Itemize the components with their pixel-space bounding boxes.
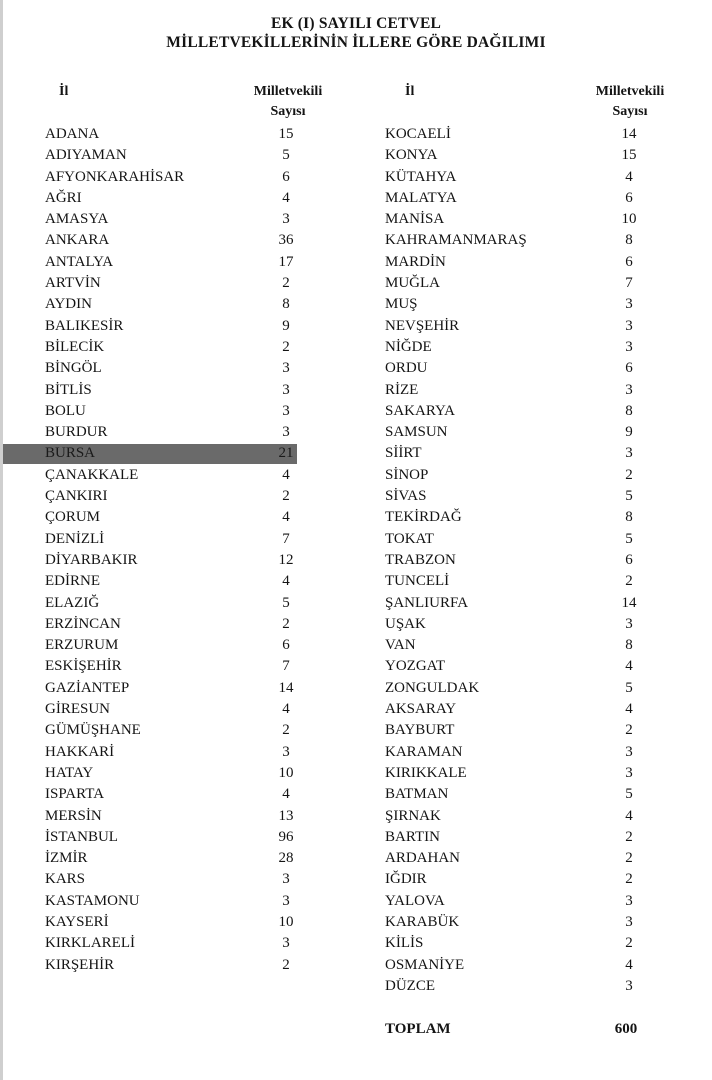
province-name: TOKAT bbox=[385, 530, 434, 547]
deputy-count: 4 bbox=[282, 701, 290, 718]
table-row bbox=[0, 848, 340, 869]
province-name: KAYSERİ bbox=[45, 913, 109, 930]
table-row bbox=[340, 294, 712, 315]
table-row bbox=[340, 784, 712, 805]
deputy-count: 4 bbox=[625, 807, 633, 824]
province-name: KARS bbox=[45, 871, 86, 888]
table-row bbox=[0, 614, 340, 635]
deputy-count: 3 bbox=[625, 381, 633, 398]
table-row bbox=[340, 230, 712, 251]
table-row bbox=[340, 124, 712, 145]
province-name: YOZGAT bbox=[385, 658, 445, 675]
deputy-count: 3 bbox=[625, 743, 633, 760]
deputy-count: 8 bbox=[282, 296, 290, 313]
province-name: SİNOP bbox=[385, 466, 429, 483]
deputy-count: 9 bbox=[625, 424, 633, 441]
deputy-count: 3 bbox=[625, 615, 633, 632]
deputy-count: 8 bbox=[625, 402, 633, 419]
deputy-count: 3 bbox=[625, 338, 633, 355]
deputy-count: 2 bbox=[282, 275, 290, 292]
province-name: MUŞ bbox=[385, 296, 418, 313]
table-row bbox=[0, 337, 340, 358]
deputy-count: 6 bbox=[625, 551, 633, 568]
province-name: AFYONKARAHİSAR bbox=[45, 168, 185, 185]
table-row bbox=[340, 614, 712, 635]
table-row bbox=[340, 380, 712, 401]
table-row bbox=[340, 912, 712, 933]
table-row bbox=[0, 635, 340, 656]
deputy-count: 3 bbox=[282, 892, 290, 909]
deputy-count: 12 bbox=[278, 551, 294, 568]
table-row bbox=[340, 891, 712, 912]
deputy-count: 3 bbox=[282, 360, 290, 377]
table-row bbox=[0, 529, 340, 550]
province-name: TEKİRDAĞ bbox=[385, 509, 462, 526]
table-row bbox=[340, 422, 712, 443]
deputy-count: 7 bbox=[625, 275, 633, 292]
province-name: ORDU bbox=[385, 360, 428, 377]
table-row bbox=[0, 273, 340, 294]
deputy-count: 2 bbox=[625, 871, 633, 888]
total-value: 600 bbox=[614, 1021, 638, 1037]
province-name: DENİZLİ bbox=[45, 530, 105, 547]
province-list-left bbox=[0, 124, 340, 976]
table-row bbox=[340, 145, 712, 166]
province-name: GÜMÜŞHANE bbox=[45, 722, 141, 739]
province-name: HATAY bbox=[45, 764, 94, 781]
table-row bbox=[0, 742, 340, 763]
deputy-count: 2 bbox=[625, 828, 633, 845]
deputy-count: 5 bbox=[625, 679, 633, 696]
province-name: İZMİR bbox=[45, 850, 88, 867]
table-row bbox=[0, 571, 340, 592]
total-label: TOPLAM bbox=[385, 1021, 451, 1037]
province-name: KARAMAN bbox=[385, 743, 463, 760]
table-row bbox=[0, 912, 340, 933]
table-row bbox=[0, 933, 340, 954]
table-row bbox=[340, 550, 712, 571]
table-row bbox=[340, 209, 712, 230]
table-row bbox=[0, 507, 340, 528]
deputy-count: 14 bbox=[621, 126, 637, 142]
table-row bbox=[340, 167, 712, 188]
province-name: ŞIRNAK bbox=[385, 807, 441, 824]
province-name: MARDİN bbox=[385, 253, 446, 270]
province-name: AĞRI bbox=[45, 189, 82, 206]
table-row bbox=[340, 571, 712, 592]
table-row bbox=[340, 720, 712, 741]
province-name: KONYA bbox=[385, 147, 438, 164]
deputy-count: 5 bbox=[282, 147, 290, 164]
column-header-il-right: İl bbox=[405, 84, 415, 99]
province-name: ÇANKIRI bbox=[45, 488, 108, 505]
deputy-count: 3 bbox=[625, 445, 633, 462]
table-row bbox=[0, 188, 340, 209]
document-subtitle: MİLLETVEKİLLERİNİN İLLERE GÖRE DAĞILIMI bbox=[166, 34, 546, 51]
province-name: İSTANBUL bbox=[45, 828, 118, 845]
column-header-count-line2: Sayısı bbox=[612, 104, 648, 119]
deputy-count: 10 bbox=[621, 211, 637, 228]
deputy-count: 3 bbox=[282, 424, 290, 441]
province-name: NİĞDE bbox=[385, 338, 432, 355]
table-row bbox=[0, 593, 340, 614]
table-row bbox=[0, 720, 340, 741]
deputy-count: 15 bbox=[621, 147, 637, 164]
province-name: ARTVİN bbox=[45, 275, 101, 292]
table-row bbox=[0, 869, 340, 890]
deputy-count: 6 bbox=[282, 168, 290, 185]
deputy-count: 14 bbox=[621, 594, 637, 611]
province-name: ESKİŞEHİR bbox=[45, 658, 122, 675]
province-name: IĞDIR bbox=[385, 871, 427, 888]
province-name: ÇORUM bbox=[45, 509, 101, 526]
province-name: AKSARAY bbox=[385, 701, 457, 718]
table-row bbox=[0, 699, 340, 720]
deputy-count: 7 bbox=[282, 658, 290, 675]
province-name: SİVAS bbox=[385, 488, 427, 505]
province-name: RİZE bbox=[385, 381, 419, 398]
province-name: AYDIN bbox=[45, 296, 92, 313]
deputy-count: 10 bbox=[278, 913, 294, 930]
table-row bbox=[0, 806, 340, 827]
table-row bbox=[0, 422, 340, 443]
table-row bbox=[340, 443, 712, 464]
table-row bbox=[0, 401, 340, 422]
table-row bbox=[0, 358, 340, 379]
deputy-count: 2 bbox=[625, 466, 633, 483]
table-row bbox=[0, 124, 340, 145]
column-header-count-line1: Milletvekili bbox=[253, 84, 323, 99]
province-name: BALIKESİR bbox=[45, 317, 124, 334]
deputy-count: 13 bbox=[278, 807, 294, 824]
province-name: ARDAHAN bbox=[385, 850, 460, 867]
province-name: KIRŞEHİR bbox=[45, 956, 115, 973]
deputy-count: 4 bbox=[282, 786, 290, 803]
table-row bbox=[0, 230, 340, 251]
table-row bbox=[0, 656, 340, 677]
province-name: TRABZON bbox=[385, 551, 456, 568]
table-row bbox=[340, 976, 712, 997]
table-row bbox=[340, 486, 712, 507]
table-row bbox=[0, 550, 340, 571]
province-name: SİİRT bbox=[385, 445, 422, 462]
table-row bbox=[340, 699, 712, 720]
column-header-count-line2: Sayısı bbox=[270, 104, 306, 119]
province-name: MALATYA bbox=[385, 189, 457, 206]
province-name: KARABÜK bbox=[385, 913, 460, 930]
deputy-count: 96 bbox=[278, 828, 294, 845]
province-name: KOCAELİ bbox=[385, 126, 451, 142]
table-row bbox=[340, 273, 712, 294]
province-name: MUĞLA bbox=[385, 275, 440, 292]
deputy-count: 10 bbox=[278, 764, 294, 781]
deputy-count: 14 bbox=[278, 679, 294, 696]
deputy-count: 36 bbox=[278, 232, 294, 249]
province-name: KAHRAMANMARAŞ bbox=[385, 232, 527, 249]
province-name: BİTLİS bbox=[45, 381, 92, 398]
deputy-count: 3 bbox=[282, 402, 290, 419]
table-row bbox=[340, 316, 712, 337]
province-name: ANTALYA bbox=[45, 253, 114, 270]
table-row bbox=[0, 294, 340, 315]
province-name: ERZURUM bbox=[45, 637, 119, 654]
province-name: SAMSUN bbox=[385, 424, 448, 441]
table-row bbox=[0, 316, 340, 337]
deputy-count: 3 bbox=[282, 935, 290, 952]
province-name: GAZİANTEP bbox=[45, 679, 130, 696]
province-name: BAYBURT bbox=[385, 722, 455, 739]
province-name: BURSA bbox=[45, 445, 96, 462]
deputy-count: 2 bbox=[625, 722, 633, 739]
deputy-count: 3 bbox=[625, 977, 633, 994]
deputy-count: 8 bbox=[625, 637, 633, 654]
column-header-count-right bbox=[580, 82, 680, 122]
province-name: KÜTAHYA bbox=[385, 168, 457, 185]
province-list-right bbox=[340, 124, 712, 997]
table-row bbox=[340, 869, 712, 890]
table-row bbox=[340, 401, 712, 422]
province-name: ÇANAKKALE bbox=[45, 466, 139, 483]
table-row bbox=[340, 955, 712, 976]
table-row bbox=[340, 763, 712, 784]
table-row-highlighted bbox=[0, 443, 340, 464]
document-header bbox=[0, 14, 712, 52]
table-row bbox=[0, 827, 340, 848]
deputy-count: 2 bbox=[625, 573, 633, 590]
province-name: TUNCELİ bbox=[385, 573, 450, 590]
province-name: ISPARTA bbox=[45, 786, 105, 803]
deputy-count: 4 bbox=[625, 658, 633, 675]
table-row bbox=[340, 465, 712, 486]
table-row bbox=[340, 848, 712, 869]
table-row bbox=[0, 784, 340, 805]
province-name: MANİSA bbox=[385, 211, 445, 228]
province-name: BATMAN bbox=[385, 786, 449, 803]
table-row bbox=[340, 806, 712, 827]
table-row bbox=[0, 678, 340, 699]
deputy-count: 3 bbox=[625, 296, 633, 313]
table-row bbox=[340, 507, 712, 528]
table-row bbox=[0, 891, 340, 912]
province-name: BOLU bbox=[45, 402, 86, 419]
province-name: YALOVA bbox=[385, 892, 445, 909]
table-row bbox=[0, 380, 340, 401]
deputy-count: 4 bbox=[282, 189, 290, 206]
table-row bbox=[340, 635, 712, 656]
province-name: ELAZIĞ bbox=[45, 594, 100, 611]
province-name: UŞAK bbox=[385, 615, 426, 632]
deputy-count: 7 bbox=[282, 530, 290, 547]
province-name: KASTAMONU bbox=[45, 892, 140, 909]
province-name: AMASYA bbox=[45, 211, 109, 228]
table-row bbox=[340, 678, 712, 699]
deputy-count: 4 bbox=[282, 573, 290, 590]
deputy-count: 6 bbox=[625, 360, 633, 377]
province-name: ANKARA bbox=[45, 232, 110, 249]
deputy-count: 3 bbox=[282, 871, 290, 888]
deputy-count: 3 bbox=[282, 381, 290, 398]
province-name: BİLECİK bbox=[45, 338, 105, 355]
deputy-count: 2 bbox=[282, 488, 290, 505]
table-row bbox=[340, 742, 712, 763]
province-name: MERSİN bbox=[45, 807, 102, 824]
table-row bbox=[340, 656, 712, 677]
province-name: SAKARYA bbox=[385, 402, 456, 419]
table-row bbox=[0, 486, 340, 507]
deputy-count: 9 bbox=[282, 317, 290, 334]
table-row bbox=[340, 933, 712, 954]
deputy-count: 21 bbox=[278, 445, 294, 462]
deputy-count: 8 bbox=[625, 232, 633, 249]
deputy-count: 2 bbox=[625, 935, 633, 952]
deputy-count: 4 bbox=[625, 701, 633, 718]
deputy-count: 3 bbox=[625, 913, 633, 930]
province-name: ZONGULDAK bbox=[385, 679, 480, 696]
table-row bbox=[0, 955, 340, 976]
province-name: DÜZCE bbox=[385, 977, 435, 994]
province-name: BİNGÖL bbox=[45, 360, 102, 377]
deputy-count: 4 bbox=[625, 168, 633, 185]
deputy-count: 3 bbox=[625, 317, 633, 334]
table-row bbox=[0, 465, 340, 486]
table-row bbox=[340, 827, 712, 848]
province-name: EDİRNE bbox=[45, 573, 100, 590]
province-name: KIRKLARELİ bbox=[45, 935, 135, 952]
column-header-count-left bbox=[238, 82, 338, 122]
deputy-count: 4 bbox=[625, 956, 633, 973]
table-row bbox=[0, 209, 340, 230]
province-name: GİRESUN bbox=[45, 701, 111, 718]
table-row bbox=[340, 252, 712, 273]
table-row bbox=[0, 763, 340, 784]
province-name: ADANA bbox=[45, 126, 100, 142]
province-name: OSMANİYE bbox=[385, 956, 465, 973]
document-title: EK (I) SAYILI CETVEL bbox=[270, 15, 442, 32]
table-row bbox=[340, 188, 712, 209]
deputy-count: 6 bbox=[282, 637, 290, 654]
table-row bbox=[340, 529, 712, 550]
deputy-count: 6 bbox=[625, 189, 633, 206]
province-name: NEVŞEHİR bbox=[385, 317, 460, 334]
deputy-count: 3 bbox=[282, 211, 290, 228]
deputy-count: 3 bbox=[282, 743, 290, 760]
deputy-count: 4 bbox=[282, 466, 290, 483]
table-row bbox=[340, 593, 712, 614]
province-name: VAN bbox=[385, 637, 416, 654]
deputy-count: 4 bbox=[282, 509, 290, 526]
table-row bbox=[0, 167, 340, 188]
deputy-count: 3 bbox=[625, 764, 633, 781]
deputy-count: 2 bbox=[282, 615, 290, 632]
deputy-count: 28 bbox=[278, 850, 294, 867]
table-row bbox=[340, 337, 712, 358]
deputy-count: 2 bbox=[282, 956, 290, 973]
deputy-count: 5 bbox=[625, 488, 633, 505]
province-name: KIRIKKALE bbox=[385, 764, 467, 781]
province-name: ERZİNCAN bbox=[45, 615, 121, 632]
province-name: BARTIN bbox=[385, 828, 440, 845]
deputy-count: 2 bbox=[625, 850, 633, 867]
province-name: ADIYAMAN bbox=[45, 147, 127, 164]
column-header-count-line1: Milletvekili bbox=[595, 84, 665, 99]
deputy-count: 2 bbox=[282, 338, 290, 355]
deputy-count: 15 bbox=[278, 126, 294, 142]
deputy-count: 17 bbox=[278, 253, 294, 270]
province-name: BURDUR bbox=[45, 424, 108, 441]
deputy-count: 5 bbox=[282, 594, 290, 611]
table-row bbox=[0, 252, 340, 273]
province-name: KİLİS bbox=[385, 935, 424, 952]
deputy-count: 5 bbox=[625, 786, 633, 803]
province-name: ŞANLIURFA bbox=[385, 594, 469, 611]
province-name: HAKKARİ bbox=[45, 743, 115, 760]
table-row bbox=[0, 145, 340, 166]
table-row bbox=[340, 358, 712, 379]
deputy-count: 8 bbox=[625, 509, 633, 526]
column-header-il-left: İl bbox=[59, 84, 69, 99]
deputy-count: 3 bbox=[625, 892, 633, 909]
deputy-count: 6 bbox=[625, 253, 633, 270]
deputy-count: 2 bbox=[282, 722, 290, 739]
province-name: DİYARBAKIR bbox=[45, 551, 138, 568]
deputy-count: 5 bbox=[625, 530, 633, 547]
